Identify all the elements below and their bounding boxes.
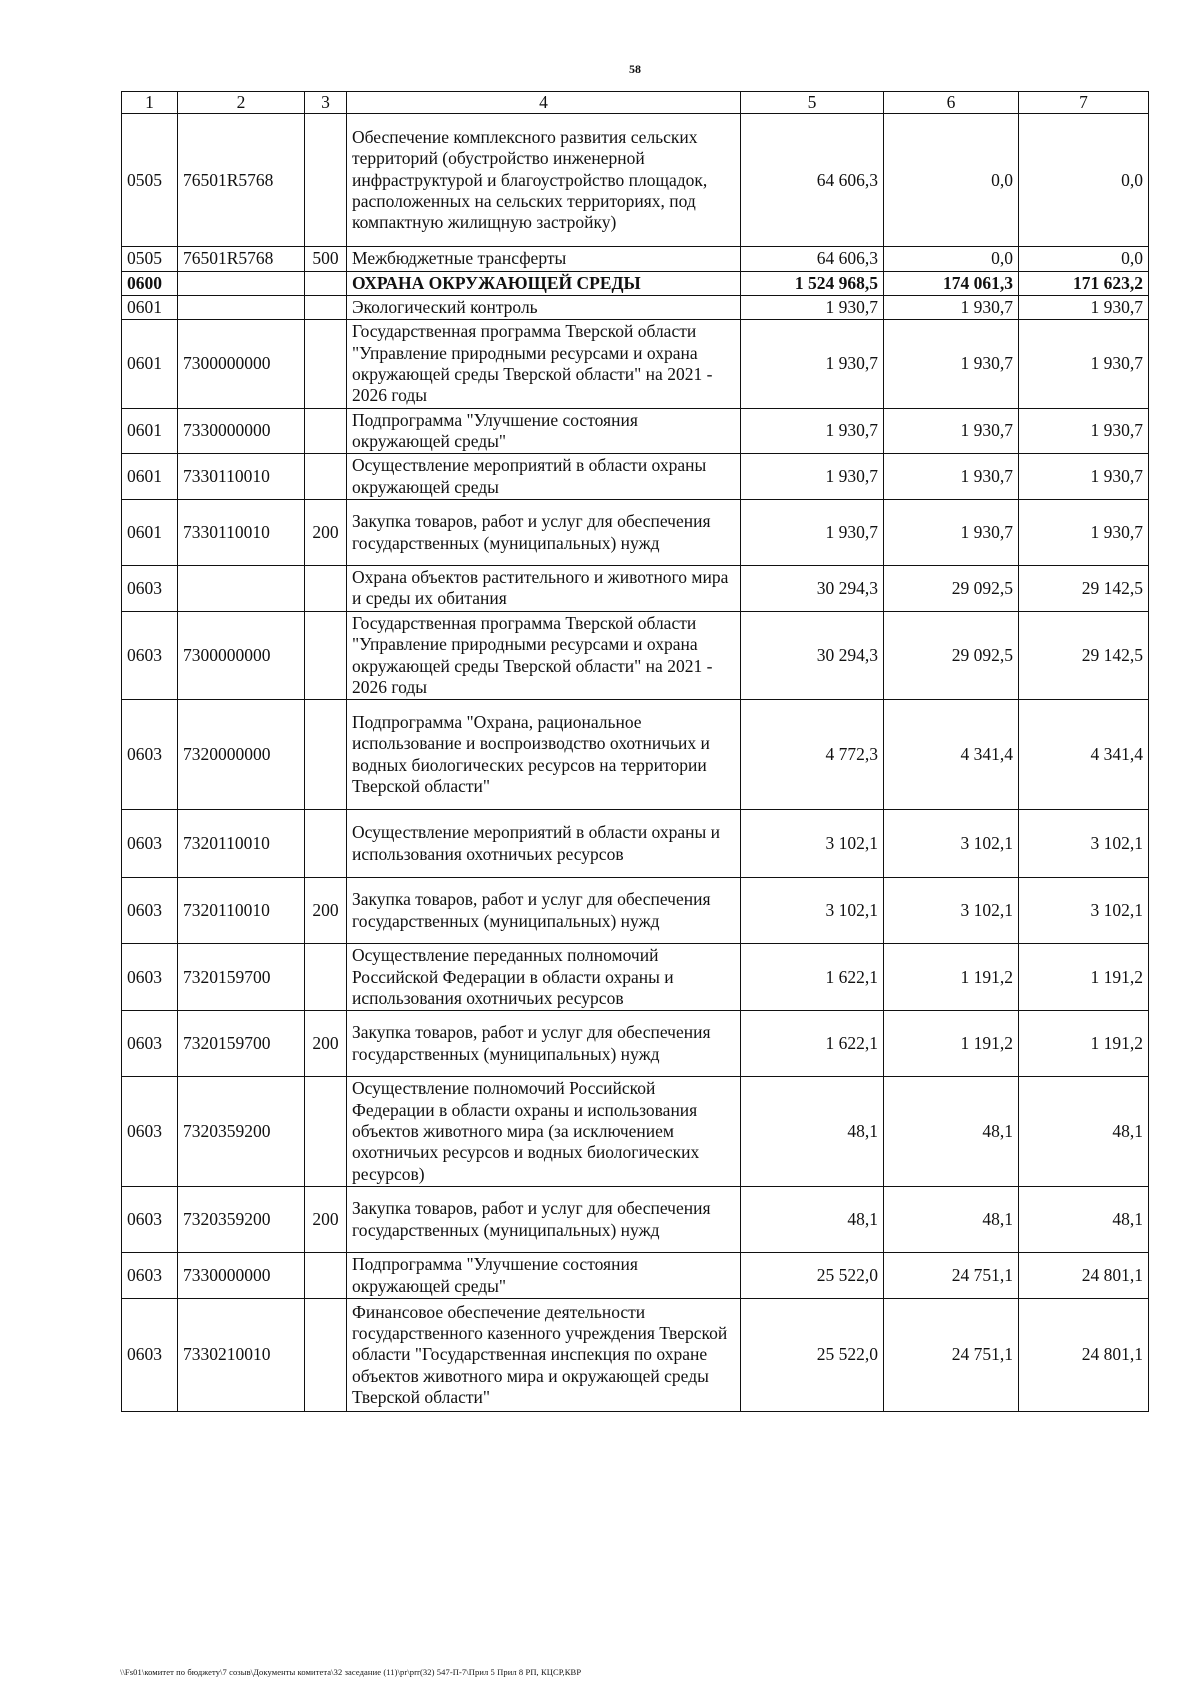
amount-col5-cell: 4 772,3 — [741, 700, 884, 810]
amount-col5-cell: 64 606,3 — [741, 114, 884, 247]
table-row — [122, 500, 1149, 566]
amount-col5-cell: 30 294,3 — [741, 611, 884, 699]
column-header-1: 1 — [122, 92, 178, 114]
amount-col6-cell: 1 191,2 — [884, 1011, 1019, 1077]
amount-col7-cell: 48,1 — [1019, 1077, 1149, 1187]
table-row — [122, 114, 1149, 247]
amount-col6-cell: 0,0 — [884, 114, 1019, 247]
expense-type-cell: 200 — [305, 1187, 347, 1253]
table-header-row — [122, 92, 1149, 114]
amount-col5-cell: 1 930,7 — [741, 454, 884, 500]
amount-col6-cell: 48,1 — [884, 1077, 1019, 1187]
amount-col7-cell: 4 341,4 — [1019, 700, 1149, 810]
item-name-cell: Закупка товаров, работ и услуг для обеспечения государственных (муниципальных) нужд — [347, 1011, 741, 1077]
amount-col6-cell: 1 930,7 — [884, 500, 1019, 566]
table-row — [122, 810, 1149, 878]
target-article-cell: 7300000000 — [178, 320, 305, 408]
section-code-cell: 0603 — [122, 878, 178, 944]
target-article-cell: 76501R5768 — [178, 247, 305, 271]
target-article-cell: 76501R5768 — [178, 114, 305, 247]
expense-type-cell — [305, 320, 347, 408]
target-article-cell: 7330000000 — [178, 1253, 305, 1299]
item-name-cell: Обеспечение комплексного развития сельских территорий (обустройство инженерной инфраструктурой и благоустройство площадок, расположенных на сельских территориях, под компактную жилищную застройку) — [347, 114, 741, 247]
section-code-cell: 0603 — [122, 810, 178, 878]
expense-type-cell: 200 — [305, 1011, 347, 1077]
target-article-cell: 7320159700 — [178, 1011, 305, 1077]
expense-type-cell — [305, 611, 347, 699]
amount-col7-cell: 1 930,7 — [1019, 500, 1149, 566]
amount-col7-cell: 24 801,1 — [1019, 1253, 1149, 1299]
amount-col6-cell: 24 751,1 — [884, 1253, 1019, 1299]
table-row — [122, 1011, 1149, 1077]
section-code-cell: 0603 — [122, 1077, 178, 1187]
item-name-cell: Осуществление полномочий Российской Федерации в области охраны и использования объектов животного мира (за исключением охотничьих ресурсов и водных биологических ресурсов) — [347, 1077, 741, 1187]
expense-type-cell — [305, 271, 347, 295]
target-article-cell: 7300000000 — [178, 611, 305, 699]
amount-col6-cell: 3 102,1 — [884, 878, 1019, 944]
expense-type-cell: 200 — [305, 878, 347, 944]
expense-type-cell — [305, 454, 347, 500]
amount-col5-cell: 1 930,7 — [741, 500, 884, 566]
amount-col7-cell: 0,0 — [1019, 114, 1149, 247]
expense-type-cell: 200 — [305, 500, 347, 566]
item-name-cell: Межбюджетные трансферты — [347, 247, 741, 271]
target-article-cell — [178, 566, 305, 612]
item-name-cell: Государственная программа Тверской области "Управление природными ресурсами и охрана окружающей среды Тверской области" на 2021 - 2026 годы — [347, 320, 741, 408]
item-name-cell: Закупка товаров, работ и услуг для обеспечения государственных (муниципальных) нужд — [347, 878, 741, 944]
target-article-cell: 7320359200 — [178, 1077, 305, 1187]
amount-col7-cell: 1 191,2 — [1019, 944, 1149, 1011]
column-header-4: 4 — [347, 92, 741, 114]
budget-table — [121, 91, 1149, 1412]
section-code-cell: 0505 — [122, 114, 178, 247]
table-row — [122, 320, 1149, 408]
item-name-cell: Осуществление переданных полномочий Российской Федерации в области охраны и использования охотничьих ресурсов — [347, 944, 741, 1011]
table-row — [122, 1253, 1149, 1299]
amount-col7-cell: 1 930,7 — [1019, 454, 1149, 500]
target-article-cell — [178, 271, 305, 295]
amount-col7-cell: 29 142,5 — [1019, 566, 1149, 612]
amount-col5-cell: 25 522,0 — [741, 1253, 884, 1299]
expense-type-cell — [305, 944, 347, 1011]
expense-type-cell — [305, 1298, 347, 1411]
table-row — [122, 1077, 1149, 1187]
amount-col6-cell: 24 751,1 — [884, 1298, 1019, 1411]
target-article-cell: 7330000000 — [178, 408, 305, 454]
amount-col6-cell: 3 102,1 — [884, 810, 1019, 878]
amount-col5-cell: 48,1 — [741, 1187, 884, 1253]
amount-col7-cell: 24 801,1 — [1019, 1298, 1149, 1411]
table-row — [122, 878, 1149, 944]
amount-col6-cell: 174 061,3 — [884, 271, 1019, 295]
item-name-cell: Подпрограмма "Охрана, рациональное использование и воспроизводство охотничьих и водных биологических ресурсов на территории Тверской области" — [347, 700, 741, 810]
target-article-cell: 7320000000 — [178, 700, 305, 810]
section-code-cell: 0603 — [122, 1253, 178, 1299]
target-article-cell — [178, 296, 305, 320]
table-row — [122, 1187, 1149, 1253]
amount-col5-cell: 1 930,7 — [741, 296, 884, 320]
amount-col5-cell: 1 524 968,5 — [741, 271, 884, 295]
expense-type-cell — [305, 566, 347, 612]
item-name-cell: Закупка товаров, работ и услуг для обеспечения государственных (муниципальных) нужд — [347, 1187, 741, 1253]
amount-col6-cell: 29 092,5 — [884, 611, 1019, 699]
amount-col6-cell: 1 930,7 — [884, 320, 1019, 408]
item-name-cell: ОХРАНА ОКРУЖАЮЩЕЙ СРЕДЫ — [347, 271, 741, 295]
amount-col6-cell: 0,0 — [884, 247, 1019, 271]
table-row — [122, 296, 1149, 320]
section-code-cell: 0600 — [122, 271, 178, 295]
section-code-cell: 0603 — [122, 611, 178, 699]
target-article-cell: 7320159700 — [178, 944, 305, 1011]
item-name-cell: Финансовое обеспечение деятельности государственного казенного учреждения Тверской области "Государственная инспекция по охране объектов животного мира и окружающей среды Тверской области" — [347, 1298, 741, 1411]
section-code-cell: 0601 — [122, 296, 178, 320]
amount-col7-cell: 1 930,7 — [1019, 408, 1149, 454]
amount-col7-cell: 1 191,2 — [1019, 1011, 1149, 1077]
expense-type-cell — [305, 700, 347, 810]
target-article-cell: 7330210010 — [178, 1298, 305, 1411]
column-header-7: 7 — [1019, 92, 1149, 114]
section-code-cell: 0603 — [122, 1011, 178, 1077]
section-code-cell: 0601 — [122, 408, 178, 454]
table-row — [122, 566, 1149, 612]
amount-col7-cell: 0,0 — [1019, 247, 1149, 271]
table-row — [122, 271, 1149, 295]
section-code-cell: 0603 — [122, 566, 178, 612]
target-article-cell: 7330110010 — [178, 500, 305, 566]
target-article-cell: 7320110010 — [178, 878, 305, 944]
amount-col5-cell: 48,1 — [741, 1077, 884, 1187]
table-row — [122, 611, 1149, 699]
expense-type-cell — [305, 810, 347, 878]
expense-type-cell — [305, 1253, 347, 1299]
amount-col5-cell: 1 622,1 — [741, 944, 884, 1011]
table-body — [122, 114, 1149, 1412]
expense-type-cell — [305, 1077, 347, 1187]
section-code-cell: 0601 — [122, 454, 178, 500]
amount-col7-cell: 3 102,1 — [1019, 810, 1149, 878]
item-name-cell: Осуществление мероприятий в области охраны и использования охотничьих ресурсов — [347, 810, 741, 878]
amount-col7-cell: 171 623,2 — [1019, 271, 1149, 295]
column-header-2: 2 — [178, 92, 305, 114]
section-code-cell: 0603 — [122, 700, 178, 810]
amount-col6-cell: 1 930,7 — [884, 408, 1019, 454]
target-article-cell: 7330110010 — [178, 454, 305, 500]
item-name-cell: Охрана объектов растительного и животного мира и среды их обитания — [347, 566, 741, 612]
amount-col7-cell: 3 102,1 — [1019, 878, 1149, 944]
section-code-cell: 0603 — [122, 1187, 178, 1253]
amount-col5-cell: 1 930,7 — [741, 320, 884, 408]
expense-type-cell: 500 — [305, 247, 347, 271]
amount-col5-cell: 1 622,1 — [741, 1011, 884, 1077]
table-row — [122, 944, 1149, 1011]
amount-col5-cell: 64 606,3 — [741, 247, 884, 271]
table-row — [122, 1298, 1149, 1411]
item-name-cell: Государственная программа Тверской области "Управление природными ресурсами и охрана окружающей среды Тверской области" на 2021 - 2026 годы — [347, 611, 741, 699]
expense-type-cell — [305, 408, 347, 454]
amount-col7-cell: 48,1 — [1019, 1187, 1149, 1253]
table-row — [122, 408, 1149, 454]
table-row — [122, 247, 1149, 271]
column-header-3: 3 — [305, 92, 347, 114]
section-code-cell: 0601 — [122, 320, 178, 408]
item-name-cell: Закупка товаров, работ и услуг для обеспечения государственных (муниципальных) нужд — [347, 500, 741, 566]
amount-col6-cell: 4 341,4 — [884, 700, 1019, 810]
page-number: 58 — [629, 62, 641, 76]
amount-col7-cell: 1 930,7 — [1019, 320, 1149, 408]
amount-col6-cell: 1 930,7 — [884, 454, 1019, 500]
column-header-6: 6 — [884, 92, 1019, 114]
table-row — [122, 700, 1149, 810]
section-code-cell: 0601 — [122, 500, 178, 566]
item-name-cell: Осуществление мероприятий в области охраны окружающей среды — [347, 454, 741, 500]
amount-col5-cell: 30 294,3 — [741, 566, 884, 612]
footer-file-path: \\Fs01\комитет по бюджету\7 созыв\Документы комитета\32 заседание (11)\pr\prr(32) 547-П-7\Прил 5 Прил 8 РП, КЦСР,КВР — [120, 1667, 582, 1677]
amount-col6-cell: 48,1 — [884, 1187, 1019, 1253]
amount-col7-cell: 1 930,7 — [1019, 296, 1149, 320]
amount-col6-cell: 29 092,5 — [884, 566, 1019, 612]
amount-col7-cell: 29 142,5 — [1019, 611, 1149, 699]
section-code-cell: 0505 — [122, 247, 178, 271]
table-row — [122, 454, 1149, 500]
item-name-cell: Подпрограмма "Улучшение состояния окружающей среды" — [347, 1253, 741, 1299]
section-code-cell: 0603 — [122, 1298, 178, 1411]
amount-col5-cell: 1 930,7 — [741, 408, 884, 454]
target-article-cell: 7320110010 — [178, 810, 305, 878]
target-article-cell: 7320359200 — [178, 1187, 305, 1253]
amount-col5-cell: 3 102,1 — [741, 810, 884, 878]
section-code-cell: 0603 — [122, 944, 178, 1011]
expense-type-cell — [305, 296, 347, 320]
item-name-cell: Подпрограмма "Улучшение состояния окружающей среды" — [347, 408, 741, 454]
amount-col5-cell: 3 102,1 — [741, 878, 884, 944]
expense-type-cell — [305, 114, 347, 247]
amount-col5-cell: 25 522,0 — [741, 1298, 884, 1411]
column-header-5: 5 — [741, 92, 884, 114]
amount-col6-cell: 1 191,2 — [884, 944, 1019, 1011]
item-name-cell: Экологический контроль — [347, 296, 741, 320]
amount-col6-cell: 1 930,7 — [884, 296, 1019, 320]
